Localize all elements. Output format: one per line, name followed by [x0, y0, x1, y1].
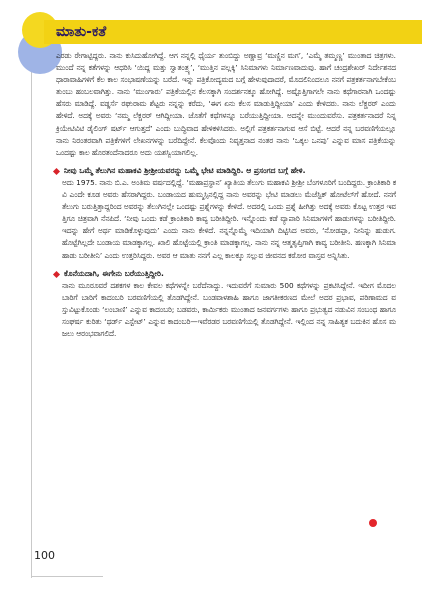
question-2 — [56, 268, 396, 280]
question-1-text: ನೀವು ಒಮ್ಮೆ ತೆಲುಗಿನ ಮಹಾಕವಿ ಶ್ರೀಶ್ರೀಯವರನ್ನು ಒಮ್ಮೆ ಭೇಟಿ ಮಾಡಿದ್ದಿರಿ. ಆ ಪ್ರಸಂಗದ ಬಗ್ಗೆ ಹೇಳಿ. — [64, 165, 306, 175]
question-1 — [56, 165, 396, 177]
section-title: ಮಾತು-ಕತೆ — [56, 24, 107, 40]
article-body — [56, 50, 396, 340]
paragraph-3: ನಾನು ಮೂರೂವರೆ ದಶಕಗಳ ಕಾಲ ಕೇವಲ ಕಥೆಗಳನ್ನೇ ಬರೆದೆನಾದ್ದು. ಇದುವರೆಗೆ ಸುಮಾರು 500 ಕಥೆಗಳನ್ನು ಪ್ರಕಟಿಸಿದ್ದೇನೆ. ಇದೀಗ ಮೊದಲಬಾರಿಗೆ ಬಾರಿಗೆ ಕಾದಂಬರಿ ಬರವಣಿಗೆಯಲ್ಲಿ ತೊಡಗಿದ್ದೇನೆ. ಬಂಡವಾಳಶಾಹಿ ಹಾಗೂ ಜಾಗತೀಕರಣದ ಮೇಲೆ ಅದರ ಪ್ರಭಾವ, ಪರಿಣಾಮದ ವಸ್ತುವಿಟ್ಟುಕೊಂಡು ‘ಲಂಬಾಣಿ’ ಎನ್ನುವ ಕಾದಂಬರಿ; ಬಡವರು, ಕಾರ್ಮಿಕರು ಮುಂತಾದ ಜನವರ್ಗಗಳು ಹಾಗೂ ಪ್ರಭುತ್ವದ ನಡುವಿನ ಸಂಬಂಧ ಹಾಗೂ ಸಂಘರ್ಷ ಕುರಿತು ‘ಥರ್ಡ್ ಎಸ್ಟೇಟ್’ ಎನ್ನುವ ಕಾದಂಬರಿ—ಇವೆರಡರ ಬರವಣಿಗೆಯಲ್ಲಿ ತೊಡಗಿದ್ದೇನೆ. ಇಲ್ಲಿಂದ ನನ್ನ ಸಾಹಿತ್ಯಕ ಬದುಕಿನ ಹೊಸ ಮಜಲು ಆರಂಭವಾಗಲಿದೆ. — [62, 280, 396, 339]
diamond-bullet-icon — [53, 168, 60, 175]
paragraph-2: ಅದು 1975. ನಾನು ಬಿ.ಎ. ಅಂತಿಮ ವರ್ಷದಲ್ಲಿದ್ದೆ. ‘ಮಹಾಪ್ರಸ್ಥಾನ’ ಖ್ಯಾತಿಯ ತೆಲುಗು ಮಹಾಕವಿ ಶ್ರೀಶ್ರೀ ಬೆಂಗಳೂರಿಗೆ ಬಂದಿದ್ದರು. ಕ್ರಾಂತಿಕಾರಿ ಕವಿ ಎಂದೇ ಕೂಡ ಅವರು ಹೆಸರಾಗಿದ್ದರು. ಬಂಡಾಯದ ಹುಮ್ಮಸ್ಸಿನಲ್ಲಿದ್ದ ನಾನು ಅವರನ್ನು ಭೇಟಿ ಮಾಡಲು ಮೆಜೆಸ್ಟಿಕ್ ಹೋಟೆಲ್‌ಗೆ ಹೋದೆ. ನನಗೆ ತೆಲುಗು ಬರುತ್ತಿತ್ತಾದ್ದರಿಂದ ಅವರನ್ನು ತೆಲುಗಿನಲ್ಲೇ ಒಂದಷ್ಟು ಪ್ರಶ್ನೆಗಳನ್ನು ಕೇಳಿದೆ. ಅದರಲ್ಲಿ ಒಂದು ಪ್ರಶ್ನೆ ಹೀಗಿತ್ತು ಅದಕ್ಕೆ ಅವರು ಕೊಟ್ಟ ಉತ್ತರ ಇವತ್ತಿಗೂ ಚಿತ್ರವಾಗಿ ನೆನಪಿದೆ. ‘ನೀವು ಒಂದು ಕಡೆ ಕ್ರಾಂತಿಕಾರಿ ಕಾವ್ಯ ಬರೀತಿದ್ದೀರಿ. ಇನ್ನೊಂದು ಕಡೆ ವ್ಯಾಪಾರಿ ಸಿನಿಮಾಗಳಿಗೆ ಹಾಡುಗಳನ್ನು ಬರೀತಿದ್ದೀರಿ. ಇದನ್ನು ಹೇಗೆ ಅರ್ಥ ಮಾಡಿಕೊಳ್ಳುವುದು’ ಎಂದು ನಾನು ಕೇಳಿದೆ. ನನ್ನನ್ನೊಮ್ಮೆ ಇದಿಯಾಗಿ ದಿಟ್ಟಿಸಿದ ಅವರು, ‘ನೋಡಪ್ಪಾ, ನೀನಿನ್ನು ಹುಡುಗ. ಹೊಟ್ಟೆಗಿಲ್ಲದೇ ಬಂಡಾಯ ಮಾಡಕ್ಕಾಗಲ್ಲ. ಖಾಲಿ ಹೊಟ್ಟೆಯಲ್ಲಿ ಕ್ರಾಂತಿ ಮಾಡಕ್ಕಾಗಲ್ಲ. ನಾನು ನನ್ನ ಆತ್ಮತೃಪ್ತಿಗಾಗಿ ಕಾವ್ಯ ಬರೀತೀನಿ. ಹಣಕ್ಕಾಗಿ ಸಿನಿಮಾ ಹಾಡು ಬರೀತೀನಿ’ ಎಂದು ಉತ್ತರಿಸಿದ್ದರು. ಅವರ ಆ ಮಾತು ನನಗೆ ಎಲ್ಲ ಕಾಲಕ್ಕೂ ಸಲ್ಲುವ ಜೀವನದ ಕಠೋರ ವಾಸ್ತವ ಅನ್ನಿಸಿತು. — [62, 177, 396, 260]
diamond-bullet-icon — [53, 271, 60, 278]
margin-rule — [31, 20, 32, 578]
footer-rule — [31, 576, 103, 577]
end-mark-dot-icon — [369, 519, 377, 527]
page-number: 100 — [34, 549, 55, 562]
question-2-text: ಕೊನೆಯದಾಗಿ, ಈಗೇನು ಬರೆಯುತ್ತಿದ್ದೀರಿ. — [64, 268, 164, 278]
paragraph-1: ಎರಡು ರೇಗಾಟ್ಟಿದ್ದರು. ನಾನು ಕುಸಿದುಹೋಗಿದ್ದೆ. ಆಗ ನನ್ನಲ್ಲಿ ಧೈರ್ಯ ತುಂಬಿದ್ದು ಅಣ್ಣಾವ್ರ ‘ಮಣ್ಣಿನ ಮಗ’, ‘ಎಮ್ಮೆ ತಮ್ಮಣ್ಣ’ ಮುಂತಾದ ಚಿತ್ರಗಳು. ಮುಂದೆ ನನ್ನ ಕತೆಗಳನ್ನು ಆಧರಿಸಿ ‘ಯಿದ್ದ ಮತ್ತು ಸ್ವಾತಂತ್ರ್ಯ’, ‘ಮುತ್ತಿನ ಪಲ್ಲಕ್ಕಿ’ ಸಿನಿಮಾಗಳು ನಿರ್ಮಾಣವಾದುವು. ಹಾಗೆ ಚಂದ್ರಶೇಖರ್ ನಿರ್ದೇಶನದ ಧಾರಾವಾಹಿಗಳಿಗೆ ಕೆಲ ಕಾಲ ಸಂಭಾಷಣೆಯನ್ನು ಬರೆದೆ. ಇನ್ನು ಪತ್ರಿಕೋದ್ಯಮದ ಬಗ್ಗೆ ಹೇಳುವುದಾದರೆ, ಮೊದಲಿನಿಂದಲೂ ನನಗೆ ಪತ್ರಕರ್ತನಾಗಬೇಕೆಂಬ ತುಂಬು ಹಂಬಲವಾಗಿತ್ತು. ನಾನು ‘ಮುಂಗಾರು’ ಪತ್ರಿಕೆಯಲ್ಲಿನ ಕೆಲಸಕ್ಕಾಗಿ ಸಂದರ್ಶನಕ್ಕೂ ಹೋಗಿದ್ದೆ. ಅಷ್ಟೊತ್ತಿಗಾಗಲೇ ನಾನು ಕಥೆಗಾರನಾಗಿ ಒಂದಷ್ಟು ಹೆಸರು ಮಾಡಿದ್ದೆ. ವಡ್ಡರ್ಸೆ ರಘುರಾಮ ಶೆಟ್ಟರು ನನ್ನನ್ನು ಕರೆದು, ‘ಈಗ ಏನು ಕೆಲಸ ಮಾಡುತ್ತಿದ್ದೀಯಾ’ ಎಂದು ಕೇಳಿದರು. ನಾನು ಲೆಕ್ಚರರ್ ಎಂದು ಹೇಳಿದೆ. ಅದಕ್ಕೆ ಅವರು ‘ನಮ್ಮ ಲೆಕ್ಚರರ್ ಆಗಿದ್ದೀಯಾ. ಜೊತೆಗೆ ಕಥೆಗಳನ್ನೂ ಬರೆಯುತ್ತಿದ್ದೀಯಾ. ಅದನ್ನೇ ಮುಂದುವರೆಸು. ಪತ್ರಕರ್ತನಾದರೆ ನಿನ್ನ ಕ್ರಿಯೇಟಿವಿಟಿ ಡೈಲಿಂಗ್ ಷರ್ಟ್ ಆಗುತ್ತದೆ’ ಎಂದು ಬುದ್ಧಿವಾದ ಹೇಳಿಕಳಿಸಿದರು. ಅಲ್ಲಿಗೆ ಪತ್ರಕರ್ತನಾಗುವ ಆಸೆ ಬಿಟ್ಟೆ. ಆದರೆ ನನ್ನ ಬರವಣಿಗೆಯಲ್ಲೂ ನಾನು ನಿರಂತರವಾಗಿ ಪತ್ರಿಕೆಗಳಿಗೆ ಲೇಖನಗಳನ್ನು ಬರೆದಿದ್ದೇನೆ. ಕೆಲವೊಂದು ನಿವೃತ್ತನಾದ ನಂತರ ನಾನು ‘ಒಕ್ಕಲ ಒನಪು’ ಎನ್ನುವ ಮಾಸ ಪತ್ರಿಕೆಯನ್ನು ಒಂದಷ್ಟು ಕಾಲ ಹೊರತಂದೆನಾದರೂ ಅದು ಯಶಸ್ವಿಯಾಗಲಿಲ್ಲ. — [56, 51, 396, 157]
